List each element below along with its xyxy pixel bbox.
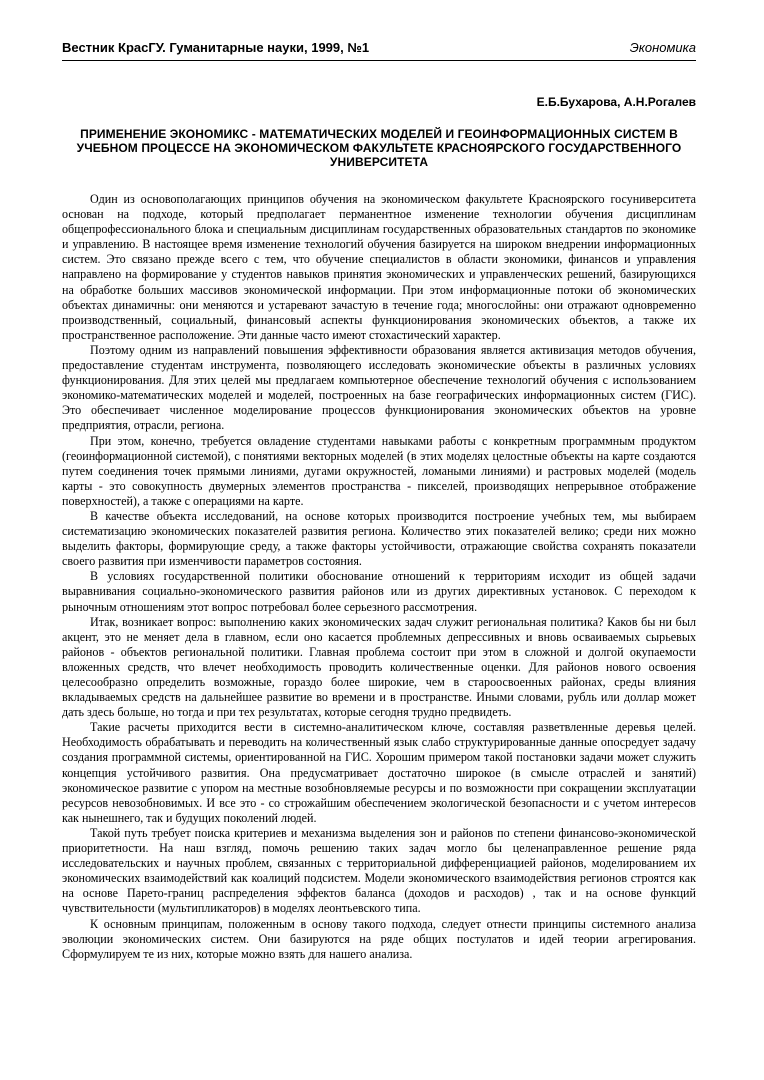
article-body: [62, 192, 696, 962]
paragraph: К основным принципам, положенным в основу такого подхода, следует отнести принципы системного анализа эволюции экономических систем. Они базируются на ряде общих постулатов и идей теории агрегирования. Сформулируем те из них, которые можно взять для нашего анализа.: [62, 916, 696, 961]
paragraph: Один из основополагающих принципов обучения на экономическом факультете Красноярского госуниверситета основан на подходе, который предполагает перманентное изменение технологии обучения дисциплинам общепрофессионального блока и специальным дисциплинам государственных образовательных стандартов по экономике и управлению. В настоящее время изменение технологий обучения базируется на широком внедрении информационных систем. Это связано прежде всего с тем, что обучение специалистов в области экономики, финансов и управления направлено на формирование у студентов навыков принятия экономических и управленческих решений, базирующихся на обработке больших массивов экономической информации. При этом информационные потоки об экономических объектах динамичны: они меняются и устаревают зачастую в течение года; многослойны: они отражают одновременно производственный, социальный, финансовый аспекты функционирования экономических объектов, а также их пространственное расположение. Эти данные часто имеют стохастический характер.: [62, 192, 696, 342]
paragraph: В качестве объекта исследований, на основе которых производится построение учебных тем, мы выбираем систематизацию экономических показателей развития региона. Количество этих показателей велико; среди них можно выделить факторы, формирующие среду, а также факторы устойчивости, отражающие свойства сохранять показатели своего развития при изменчивости параметров состояния.: [62, 508, 696, 569]
journal-section: Экономика: [629, 40, 696, 55]
article-title: ПРИМЕНЕНИЕ ЭКОНОМИКС - МАТЕМАТИЧЕСКИХ МОДЕЛЕЙ И ГЕОИНФОРМАЦИОННЫХ СИСТЕМ В УЧЕБНОМ ПРОЦЕССЕ НА ЭКОНОМИЧЕСКОМ ФАКУЛЬТЕТЕ КРАСНОЯРСКОГО ГОСУДАРСТВЕННОГО УНИВЕРСИТЕТА: [76, 127, 682, 169]
journal-name: Вестник КрасГУ. Гуманитарные науки, 1999, №1: [62, 40, 370, 55]
paragraph: Итак, возникает вопрос: выполнению каких экономических задач служит региональная политика? Каков бы ни был акцент, это не меняет дела в главном, если оно касается проблемных депрессивных и вновь осваиваемых сырьевых районов - объектов региональной политики. Главная проблема состоит при этом в сложной и долгой окупаемости вложенных средств, что влечет необходимость проводить количественные оценки. Для районов нового освоения целесообразно определить возможные, гораздо более широкие, чем в староосвоенных районах, среды влияния вкладываемых средств на дальнейшее развитие во времени и в пространстве. Иными словами, рубль или доллар может дать здесь больше, но тогда и при тех результатах, которые сегодня трудно предвидеть.: [62, 614, 696, 720]
article-authors: Е.Б.Бухарова, А.Н.Рогалев: [536, 95, 696, 109]
running-header: [62, 40, 696, 61]
paragraph: Поэтому одним из направлений повышения эффективности образования является активизация методов обучения, предоставление студентам инструмента, позволяющего исследовать экономические объекты в различных условиях функционирования. Для этих целей мы предлагаем компьютерное обеспечение технологий обучения с использованием экономико-математических моделей и моделей, построенных на базе географических информационных систем (ГИС). Это обеспечивает численное моделирование процессов функционирования экономических объектов на уровне предприятия, отрасли, региона.: [62, 342, 696, 433]
paragraph: В условиях государственной политики обоснование отношений к территориям исходит из общей задачи выравнивания социально-экономического развития районов или из других директивных установок. С переходом к рыночным отношениям этот вопрос потребовал более серьезного рассмотрения.: [62, 569, 696, 614]
paragraph: При этом, конечно, требуется овладение студентами навыками работы с конкретным программным продуктом (геоинформационной системой), с понятиями векторных моделей (в этих моделях целостные объекты на карте создаются путем соединения точек прямыми линиями, дугами окружностей, ломаными линиями) и растровых моделей (модель карты - это совокупность двумерных элементов пространства - пикселей, производящих непрерывное отображение поверхностей), а также с операциями на карте.: [62, 433, 696, 508]
paragraph: Такие расчеты приходится вести в системно-аналитическом ключе, составляя разветвленные деревья целей. Необходимость обрабатывать и переводить на количественный язык слабо структурированные данные опосредует задачу создания программной системы, ориентированной на ГИС. Хорошим примером такой постановки задачи может служить концепция устойчивого развития. Она предусматривает достаточно широкое (в смысле отраслей и занятий) экономическое развитие с упором на местные возобновляемые ресурсы и по возможности при сокращении эксплуатации ресурсов невозобновимых. И все это - со строжайшим обеспечением экологической безопасности и с учетом интересов как нынешнего, так и будущих поколений людей.: [62, 720, 696, 825]
paragraph: Такой путь требует поиска критериев и механизма выделения зон и районов по степени финансово-экономической приоритетности. На наш взгляд, помочь решению таких задач могло бы целенаправленное решение ряда исследовательских и научных проблем, связанных с территориальной дифференциацией районов, моделированием их экономических взаимодействий как коалиций подсистем. Модели экономического взаимодействия регионов строятся как на основе Парето-границ распределения эффектов баланса (доходов и расходов) , так и на основе функций чувствительности (мультипликаторов) в моделях леонтьевского типа.: [62, 825, 696, 916]
